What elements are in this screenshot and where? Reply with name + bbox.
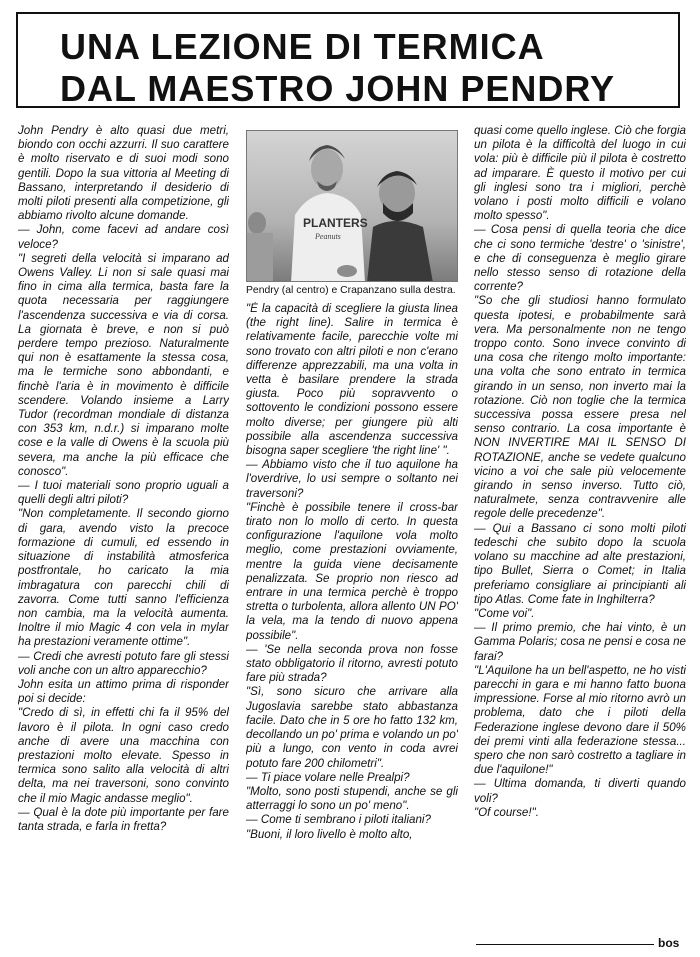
question: — Ultima domanda, ti diverti quando voli? <box>474 777 686 805</box>
answer: "Finchè è possibile tenere il cross-bar tirato non lo mollo di certo. In questa configurazione l'aquilone vola molto meglio, come prestazioni ovviamente, mentre la guida viene decisamente penalizzata. Se proprio non riesco ad entrare in una termica perchè è troppo stretta o turbolenta, allora allento UN PO' la vela, ma la tendo di nuovo appena possibile". <box>246 500 458 642</box>
answer: "Buoni, il loro livello è molto alto, <box>246 827 413 841</box>
headline-line-1: UNA LEZIONE DI TERMICA <box>60 26 545 67</box>
author-byline: bos <box>658 936 680 950</box>
answer: "Non completamente. Il secondo giorno di gara, avendo visto la precoce formazione di cumuli, ed essendo in situazione di instabilità atmosferica postfrontale, ho caricato la mia imbragatura con parecchi chili di zavorra. Come tutti sanno l'efficienza non cambia, ma la velocità aumenta. Inoltre il mio Magic 4 con vela in mylar ha prestazioni veramente ottime". <box>18 507 229 649</box>
photo-illustration <box>247 131 458 282</box>
photo-pendry-crapanzano <box>246 130 458 282</box>
column-3 <box>474 124 686 934</box>
question: — Il primo premio, che hai vinto, è un Gamma Polaris; cosa ne pensi e cosa ne farai? <box>474 621 686 663</box>
answer: "Sì, sono sicuro che arrivare alla Jugoslavia sarebbe stato abbastanza facile. Dato che in 5 ore ho fatto 132 km, decollando un po' prima e volando un po' più a lungo, con vento in coda avrei potuto fare 200 chilometri". <box>246 685 458 770</box>
question: — Come ti sembrano i piloti italiani? <box>246 813 431 827</box>
headline-line-2: DAL MAESTRO JOHN PENDRY <box>60 68 616 109</box>
answer: "Come voi". <box>474 606 535 620</box>
answer: "Credo di sì, in effetti chi fa il 95% del lavoro è il pilota. In ogni caso credo anche di avere una macchina con prestazioni molto elevate. Spesso in termica sono salito alla velocità di altri delta, ma nei traversoni, sono convinto che il mio Magic andasse meglio". <box>18 706 229 805</box>
answer: "I segreti della velocità si imparano ad Owens Valley. Li non si sale quasi mai fino in cima alla termica, basta fare la quota necessaria per raggiungere l'ascendenza successiva e via di corsa. La giornata è breve, e non si può perdere tempo prezioso. Naturalmente qui non è esattamente la stessa cosa, ma le termiche sono abbondanti, e finchè l'aria è in movimento è difficile scendere. Volando insieme a Larry Tudor (recordman mondiale di distanza con 353 km, n.d.r.) si imparano molte cose e la valle di Owens è la scuola più severa, ma anche la più efficace che conosco". <box>18 251 229 478</box>
question: — Qual è la dote più importante per fare tanta strada, e farla in fretta? <box>18 805 229 833</box>
answer: quasi come quello inglese. Ciò che forgia un pilota è la difficoltà del luogo in cui vola: più è difficile più il pilota è costretto ad imparare. È questo il motivo per cui gli inglesi sono tra i migliori, perchè volano i posti molto difficili e volano molto spesso". <box>474 124 686 223</box>
column-2 <box>246 302 458 948</box>
question: — I tuoi materiali sono proprio uguali a quelli degli altri piloti? <box>18 479 229 507</box>
answer: "Molto, sono posti stupendi, anche se gli atterraggi lo sono un po' meno". <box>246 784 458 813</box>
paragraph: John esita un attimo prima di risponder poi si decide: <box>18 677 229 706</box>
question: — Cosa pensi di quella teoria che dice che ci sono termiche 'destre' o 'sinistre', e che di conseguenza è meglio girare nello stesso senso di rotazione della corrente? <box>474 223 686 294</box>
column-1 <box>18 124 229 949</box>
question: — Abbiamo visto che il tuo aquilone ha l'overdrive, lo usi sempre o soltanto nei traversoni? <box>246 458 458 500</box>
answer: "È la capacità di scegliere la giusta linea (the right line). Salire in termica è relativamente facile, parecchie volte mi sono trovato con altri piloti e non c'erano differenze apprezzabili, ma una volta in vetta è basilare prendere la strada giusta. Poco più sopravvento o sottovento le condizioni possono essere molto diverse; per giungere più alti possibile alla ascendenza successiva bisogna saper scegliere 'the right line' ". <box>246 302 458 458</box>
answer: "So che gli studiosi hanno formulato questa ipotesi, e probabilmente sarà vera. Ma personalmente non ne tengo troppo conto. Sono invece convinto di una cosa che ritengo molto importante: una volta che sono entrato in termica girando in un senso, non inverto mai la rotazione. Ciò non toglie che la termica successiva possa essere presa nel senso contrario. La cosa importante è NON INVERTIRE MAI IL SENSO DI ROTAZIONE, anche se vedete qualcuno vicino a voi che sale più velocemente girando in senso inverso. Tutto ciò, naturalmete, senza contravvenire alle regole delle precedenze". <box>474 294 686 521</box>
paragraph: John Pendry è alto quasi due metri, biondo con occhi azzurri. Il suo carattere è molto riservato e di suoi modi sono gentili. Dopo la sua vittoria al Meeting di Bassano, interpretando il desiderio di molti piloti presenti alla competizione, gli abbiamo rivolto alcune domande. <box>18 124 229 223</box>
photo-caption: Pendry (al centro) e Crapanzano sulla destra. <box>246 285 456 296</box>
question: — Qui a Bassano ci sono molti piloti tedeschi che subito dopo la scuola volano su macchine ad alte prestazioni, tipo Bullet, Sierra o Comet; in Italia preferiamo consigliare ai principianti ali tipo Atlas. Come fate in Inghilterra? <box>474 521 686 606</box>
question: — John, come facevi ad andare così veloce? <box>18 223 229 251</box>
photo-shirt-text: PLANTERS <box>303 216 368 230</box>
question: — 'Se nella seconda prova non fosse stato obbligatorio il ritorno, avresti potuto fare più strada? <box>246 642 458 685</box>
title-box <box>16 12 680 108</box>
footer-rule <box>476 944 654 945</box>
answer: "Of course!". <box>474 805 539 819</box>
photo-shirt-subtext: Peanuts <box>315 232 341 241</box>
question: — Ti piace volare nelle Prealpi? <box>246 770 410 784</box>
answer: "L'Aquilone ha un bell'aspetto, ne ho visti parecchi in gara e mi hanno fatto buona impressione. Forse al mio ritorno avrò un problema, dato che i piloti della Federazione inglese devono dare il 50% dei premi vinti alla federazione stessa... spero che non sarò costretto a tagliare in due l'aquilone!" <box>474 663 686 777</box>
question: — Credi che avresti potuto fare gli stessi voli anche con un altro apparecchio? <box>18 649 229 677</box>
